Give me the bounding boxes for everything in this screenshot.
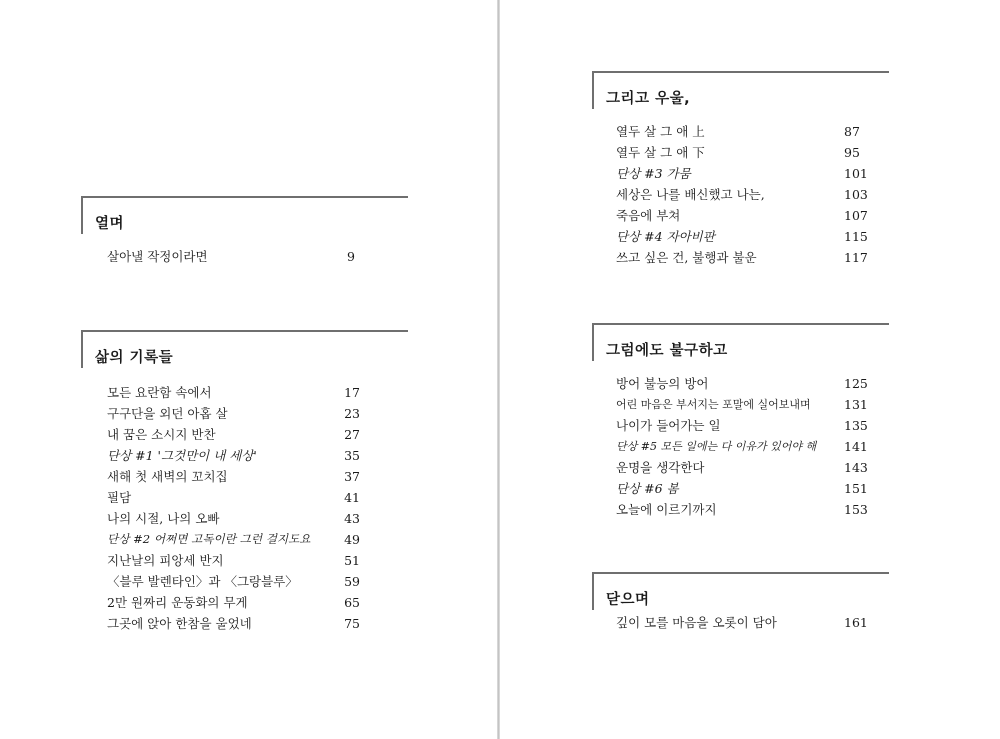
section-rule <box>592 71 889 73</box>
entry-title: 구구단을 외던 아홉 살 <box>107 406 228 421</box>
section-tick <box>592 572 594 610</box>
entry-title: 운명을 생각한다 <box>616 460 705 475</box>
entry-title: 〈블루 발렌타인〉과 〈그랑블루〉 <box>107 574 298 589</box>
toc-entry[interactable] <box>616 121 866 142</box>
entry-title: 모든 요란함 속에서 <box>107 385 212 400</box>
entry-title: 새해 첫 새벽의 꼬치집 <box>107 469 228 484</box>
toc-entry[interactable] <box>107 508 360 529</box>
entry-page: 59 <box>344 574 360 589</box>
entry-title: 세상은 나를 배신했고 나는, <box>616 187 765 202</box>
toc-entry[interactable] <box>616 415 866 436</box>
entry-page: 107 <box>844 208 868 223</box>
entry-page: 141 <box>844 439 868 454</box>
entry-title: 단상 #2 어쩌면 고독이란 그런 걸지도요 <box>107 532 311 546</box>
toc-entry[interactable] <box>616 163 866 184</box>
entry-page: 37 <box>344 469 360 484</box>
toc-entry[interactable] <box>107 403 360 424</box>
entry-page: 9 <box>347 249 355 264</box>
entry-page: 23 <box>344 406 360 421</box>
toc-entry[interactable] <box>107 613 360 634</box>
section-rule <box>81 330 408 332</box>
toc-entry[interactable] <box>616 247 866 268</box>
toc-entry[interactable] <box>616 478 866 499</box>
entry-page: 117 <box>844 250 868 265</box>
entry-page: 27 <box>344 427 360 442</box>
entry-page: 125 <box>844 376 868 391</box>
entry-page: 65 <box>344 595 360 610</box>
toc-entry[interactable] <box>107 246 355 267</box>
toc-entry[interactable] <box>107 424 360 445</box>
entry-title: 단상 #1 '그것만이 내 세상' <box>107 448 257 463</box>
toc-entry[interactable] <box>107 382 360 403</box>
toc-entry[interactable] <box>616 499 866 520</box>
toc-entry[interactable] <box>616 184 866 205</box>
section-title: 삶의 기록들 <box>95 350 174 366</box>
entry-title: 열두 살 그 애 下 <box>616 145 705 160</box>
entry-page: 43 <box>344 511 360 526</box>
entry-title: 단상 #6 봄 <box>616 481 679 496</box>
entry-title: 깊이 모를 마음을 오롯이 담아 <box>616 615 777 630</box>
toc-entry[interactable] <box>616 612 866 633</box>
entry-page: 49 <box>344 532 360 547</box>
entry-page: 115 <box>844 229 868 244</box>
entry-page: 95 <box>844 145 860 160</box>
entry-title: 열두 살 그 애 上 <box>616 124 705 139</box>
entry-title: 필담 <box>107 490 132 505</box>
entry-page: 35 <box>344 448 360 463</box>
entry-title: 나이가 들어가는 일 <box>616 418 721 433</box>
toc-entry[interactable] <box>107 571 360 592</box>
entry-page: 151 <box>844 481 868 496</box>
entry-page: 101 <box>844 166 868 181</box>
toc-entry[interactable] <box>107 445 360 466</box>
entry-title: 2만 원짜리 운동화의 무게 <box>107 595 248 610</box>
entry-page: 41 <box>344 490 360 505</box>
toc-entry[interactable] <box>107 592 360 613</box>
section-tick <box>592 323 594 361</box>
toc-entry[interactable] <box>616 436 866 457</box>
toc-entry[interactable] <box>616 226 866 247</box>
toc-entry[interactable] <box>107 487 360 508</box>
entry-page: 75 <box>344 616 360 631</box>
section-tick <box>81 330 83 368</box>
book-spine <box>497 0 500 739</box>
entry-page: 143 <box>844 460 868 475</box>
entry-page: 17 <box>344 385 360 400</box>
entry-page: 87 <box>844 124 860 139</box>
section-rule <box>592 572 889 574</box>
entry-title: 살아낼 작정이라면 <box>107 249 208 264</box>
toc-entry[interactable] <box>107 529 360 550</box>
entry-page: 161 <box>844 615 868 630</box>
entry-title: 지난날의 피앙세 반지 <box>107 553 224 568</box>
entry-title: 방어 불능의 방어 <box>616 376 709 391</box>
entry-title: 오늘에 이르기까지 <box>616 502 717 517</box>
section-tick <box>592 71 594 109</box>
section-title: 닫으며 <box>606 592 650 608</box>
entry-title: 그곳에 앉아 한참을 울었네 <box>107 616 252 631</box>
entry-title: 단상 #5 모든 일에는 다 이유가 있어야 해 <box>616 440 817 453</box>
section-rule <box>592 323 889 325</box>
toc-entry[interactable] <box>616 373 866 394</box>
entry-title: 어린 마음은 부서지는 포말에 실어보내며 <box>616 398 811 411</box>
entry-page: 131 <box>844 397 868 412</box>
toc-entry[interactable] <box>616 142 866 163</box>
entry-page: 135 <box>844 418 868 433</box>
entry-title: 단상 #3 가뭄 <box>616 166 691 181</box>
section-title: 그럼에도 불구하고 <box>606 343 728 359</box>
section-title: 열며 <box>95 216 125 232</box>
entry-title: 나의 시절, 나의 오빠 <box>107 511 220 526</box>
toc-entry[interactable] <box>616 394 866 415</box>
entry-title: 쓰고 싶은 건, 불행과 불운 <box>616 250 757 265</box>
entry-title: 단상 #4 자아비판 <box>616 229 715 244</box>
entry-page: 153 <box>844 502 868 517</box>
toc-entry[interactable] <box>616 457 866 478</box>
toc-entry[interactable] <box>107 466 360 487</box>
entry-title: 내 꿈은 소시지 반찬 <box>107 427 216 442</box>
section-tick <box>81 196 83 234</box>
entry-page: 51 <box>344 553 360 568</box>
entry-title: 죽음에 부쳐 <box>616 208 681 223</box>
section-title: 그리고 우울, <box>606 91 691 107</box>
section-rule <box>81 196 408 198</box>
toc-entry[interactable] <box>616 205 866 226</box>
toc-entry[interactable] <box>107 550 360 571</box>
entry-page: 103 <box>844 187 868 202</box>
